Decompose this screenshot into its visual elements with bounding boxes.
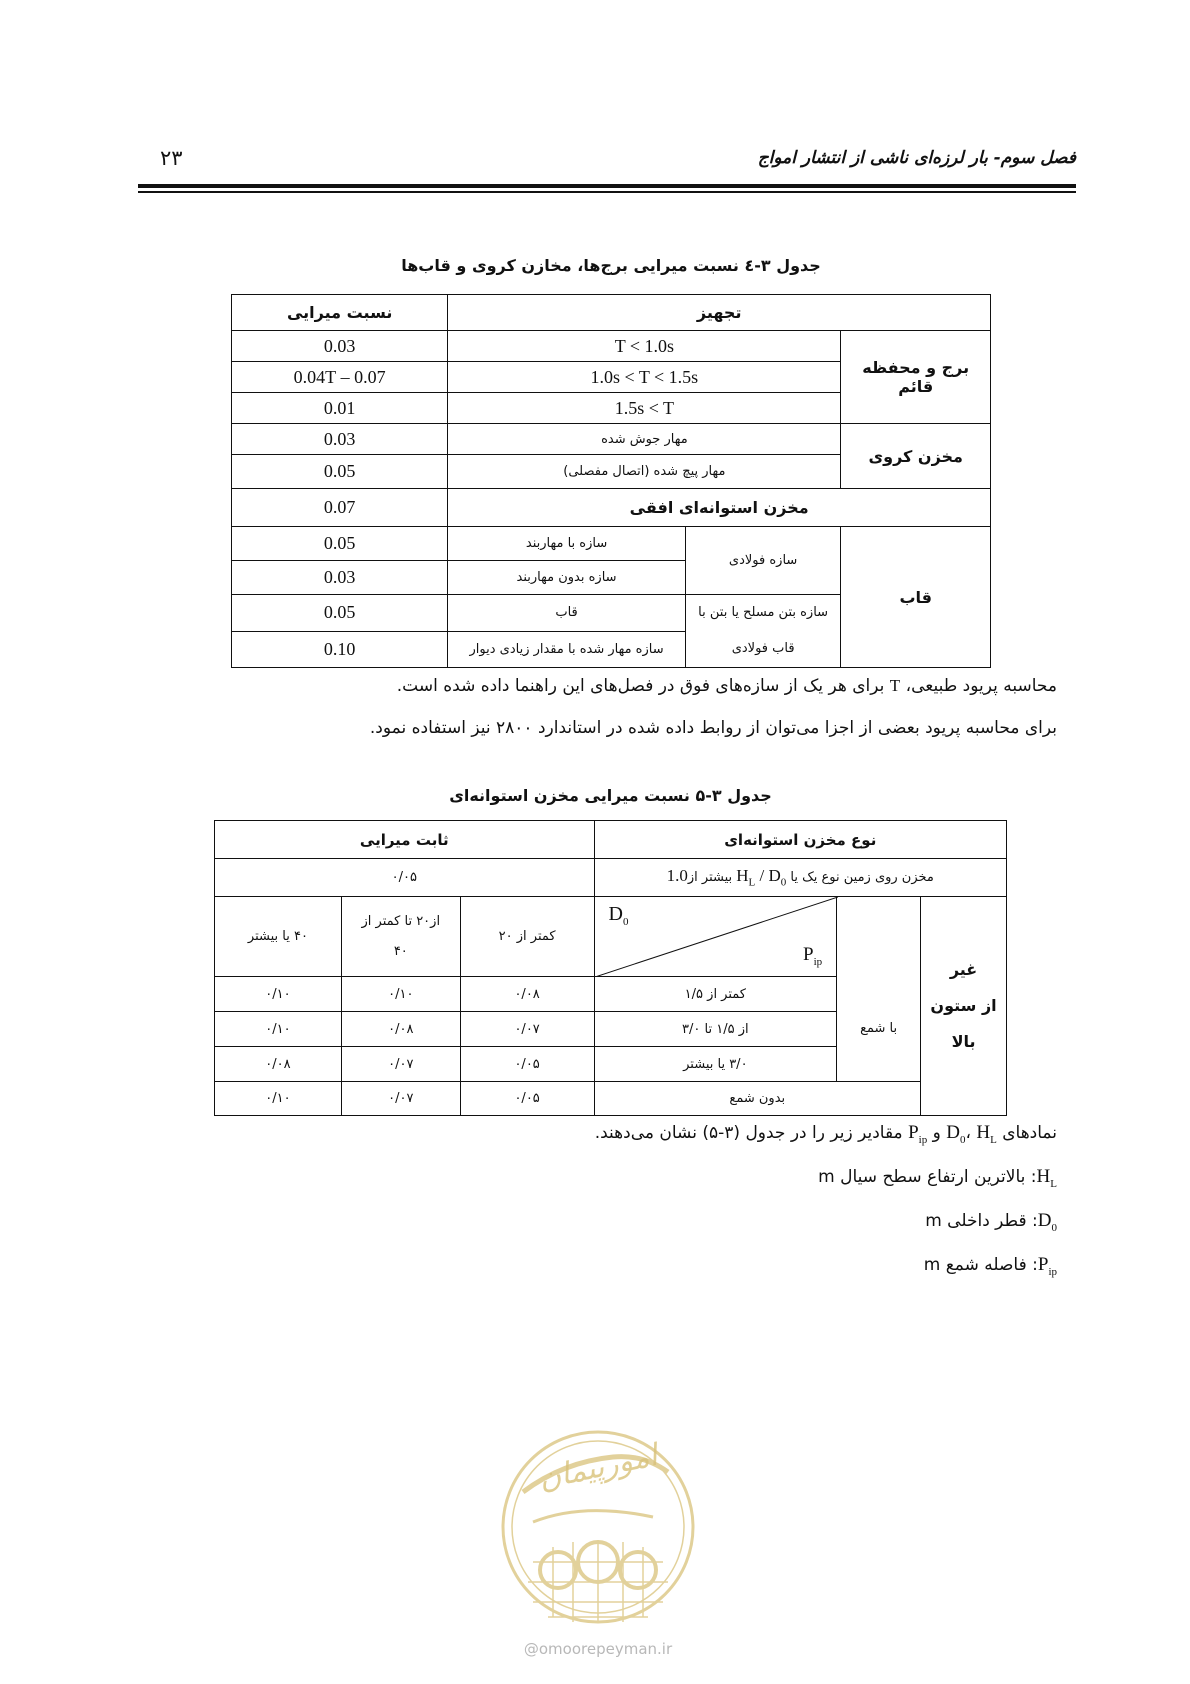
sym-HL: [976, 1122, 997, 1146]
sym-D: D: [946, 1122, 960, 1143]
symbol-H: H: [736, 866, 749, 886]
table2-ground-tank: [594, 859, 1006, 897]
header-rule-thick: [138, 184, 1076, 188]
table-cell: 0.03: [232, 331, 448, 362]
table-cell: 1.5s < T: [448, 393, 841, 424]
table1-sub-concrete: [685, 595, 841, 668]
sym-Pip: [908, 1122, 928, 1146]
definition-pip: [924, 1254, 1057, 1278]
sym-P: P: [908, 1122, 919, 1143]
table2-header-const: ثابت میرایی: [215, 821, 595, 859]
symbols-sep: ،: [965, 1123, 977, 1143]
def-d0-sub: 0: [1051, 1221, 1057, 1234]
side-label-line3: بالا: [951, 1032, 976, 1051]
sym-D0: [946, 1122, 966, 1146]
table-cell: بدون شمع: [594, 1082, 921, 1116]
ground-number: 1.0: [666, 866, 688, 886]
table-cell: مهار پیچ شده (اتصال مفصلی): [448, 455, 841, 489]
sym-H: H: [976, 1122, 991, 1143]
def-pip-text: : فاصله شمع m: [923, 1255, 1038, 1275]
ratio-hl-d0: [736, 866, 787, 889]
symbol-H-sub: L: [748, 876, 756, 889]
damping-ratio-table: [231, 294, 991, 668]
table-cell: ۰/۱۰: [341, 977, 460, 1012]
paragraph-period-b: برای هر یک از سازه‌های فوق در فصل‌های این راهنما داده شده است.: [396, 676, 890, 696]
sym-H-sub: L: [990, 1133, 997, 1146]
table2-caption: جدول ۳-۵ نسبت میرایی مخزن استوانه‌ای: [449, 786, 772, 805]
def-hl-sub: L: [1050, 1177, 1057, 1190]
symbol-T: T: [889, 676, 901, 695]
def-pip-sub: ip: [1048, 1265, 1057, 1278]
table-cell: کمتر از ۱/۵: [594, 977, 837, 1012]
paragraph-standard: برای محاسبه پریود بعضی از اجزا می‌توان از روابط داده شده در استاندارد ۲۸۰۰ نیز استفاده نمود.: [369, 718, 1057, 738]
table-cell: سازه با مهاربند: [448, 527, 686, 561]
symbol-D: D: [768, 866, 781, 886]
table2-side-label: [921, 897, 1007, 1116]
table-cell: 0.03: [232, 561, 448, 595]
ratio-slash: /: [755, 866, 769, 886]
table2-ground-value: ۰/۰۵: [215, 859, 595, 897]
paragraph-period-a: محاسبه پریود طبیعی،: [900, 676, 1057, 696]
d0-symbol: D: [608, 903, 623, 925]
pip-label: [803, 944, 822, 968]
def-hl-letter: H: [1036, 1166, 1051, 1187]
def-d0-letter: D: [1037, 1210, 1052, 1231]
chapter-title: فصل سوم- بار لرزه‌ای ناشی از انتشار امواج: [757, 148, 1076, 168]
table-cell: ۰/۰۸: [215, 1047, 342, 1082]
page-number: ۲۳: [160, 146, 183, 170]
table-cell: 0.03: [232, 424, 448, 455]
cylindrical-tank-damping-table: [214, 820, 1007, 1116]
table-cell: ۳/۰ یا بیشتر: [594, 1047, 837, 1082]
hdr-20to40-line1: از۲۰ تا کمتر از: [361, 913, 441, 929]
table-cell: 0.07: [232, 489, 448, 527]
table-cell: 0.05: [232, 527, 448, 561]
paragraph-period: [397, 676, 1057, 696]
table1-group-tower: برج و محفظه قائم: [841, 331, 991, 424]
definition-d0: [925, 1210, 1057, 1234]
table1-sub-steel: سازه فولادی: [685, 527, 841, 595]
table-cell: ۰/۰۷: [460, 1012, 594, 1047]
table-cell: 0.01: [232, 393, 448, 424]
table1-header-equipment: تجهیز: [448, 295, 991, 331]
table-cell: ۰/۰۸: [460, 977, 594, 1012]
table1-group-spherical: مخزن کروی: [841, 424, 991, 489]
table-cell: ۰/۱۰: [215, 1012, 342, 1047]
table2-header-type: نوع مخزن استوانه‌ای: [594, 821, 1006, 859]
def-hl-text: : بالاترین ارتفاع سطح سیال m: [818, 1167, 1037, 1187]
table1-group-frame: قاب: [841, 527, 991, 668]
table-cell: ۰/۰۵: [460, 1082, 594, 1116]
table-cell: ۰/۰۵: [460, 1047, 594, 1082]
sym-P-sub: ip: [918, 1133, 928, 1146]
sym-D-sub: 0: [959, 1133, 966, 1146]
symbols-and: و: [927, 1123, 947, 1143]
hdr-20to40-line2: ۴۰: [393, 943, 408, 959]
symbols-intro: [595, 1122, 1057, 1146]
table-cell: از ۱/۵ تا ۳/۰: [594, 1012, 837, 1047]
def-pip-symbol: [1037, 1254, 1057, 1278]
table-cell: T < 1.0s: [448, 331, 841, 362]
symbols-intro-a: نمادهای: [996, 1123, 1057, 1143]
definition-hl: [818, 1166, 1057, 1190]
ground-text-b: بیشتر از: [687, 870, 737, 886]
table2-header-ge40: ۴۰ یا بیشتر: [215, 897, 342, 977]
d0-sub: 0: [622, 916, 629, 928]
table2-with-candle: با شمع: [837, 977, 921, 1082]
table1-caption: جدول ۳-٤ نسبت میرایی برج‌ها، مخازن کروی و قاب‌ها: [401, 256, 821, 275]
table-cell: ۰/۱۰: [215, 977, 342, 1012]
pip-symbol: P: [803, 944, 814, 966]
def-d0-text: : قطر داخلی m: [925, 1211, 1038, 1231]
def-d0-symbol: [1037, 1210, 1057, 1234]
table2-diagonal-header: [594, 897, 837, 977]
diagonal-line: [595, 897, 838, 977]
table1-sub-concrete-line2: قاب فولادی: [731, 641, 795, 656]
table1-header-ratio: نسبت میرایی: [232, 295, 448, 331]
table1-group-horizontal: مخزن استوانه‌ای افقی: [448, 489, 991, 527]
table-cell: 1.0s < T < 1.5s: [448, 362, 841, 393]
table-cell: 0.05: [232, 455, 448, 489]
def-pip-letter: P: [1037, 1254, 1049, 1275]
d0-label: [609, 903, 629, 928]
table-cell: ۰/۰۷: [341, 1047, 460, 1082]
table2-header-lt20: کمتر از ۲۰: [460, 897, 594, 977]
table-cell: قاب: [448, 595, 686, 632]
watermark-logo-text: امورپیمان: [535, 1437, 661, 1498]
pip-sub: ip: [813, 956, 823, 968]
watermark-text: @omoorepeyman.ir: [523, 1640, 673, 1658]
watermark: [493, 1422, 703, 1676]
table-cell: ۰/۱۰: [215, 1082, 342, 1116]
symbol-D-sub: 0: [780, 876, 787, 889]
table2-blank-cell: [837, 897, 921, 977]
table1-sub-concrete-line1: سازه بتن مسلح یا بتن با: [698, 605, 829, 620]
table-cell: مهار جوش شده: [448, 424, 841, 455]
table-cell: 0.10: [232, 631, 448, 668]
ground-text-a: مخزن روی زمین نوع یک یا: [786, 870, 934, 886]
table-cell: ۰/۰۷: [341, 1082, 460, 1116]
table-cell: 0.05: [232, 595, 448, 632]
side-label-line1: غیر: [949, 960, 978, 979]
header-rule-thin: [138, 191, 1076, 193]
def-hl-symbol: [1036, 1166, 1057, 1190]
table-cell: ۰/۰۸: [341, 1012, 460, 1047]
table-cell: 0.07 – 0.04T: [232, 362, 448, 393]
side-label-line2: از ستون: [930, 996, 997, 1015]
symbols-intro-b: مقادیر زیر را در جدول (۳-۵) نشان می‌دهند.: [594, 1123, 909, 1143]
table-cell: سازه مهار شده با مقدار زیادی دیوار: [448, 631, 686, 668]
table2-header-20to40: [341, 897, 460, 977]
table-cell: سازه بدون مهاربند: [448, 561, 686, 595]
